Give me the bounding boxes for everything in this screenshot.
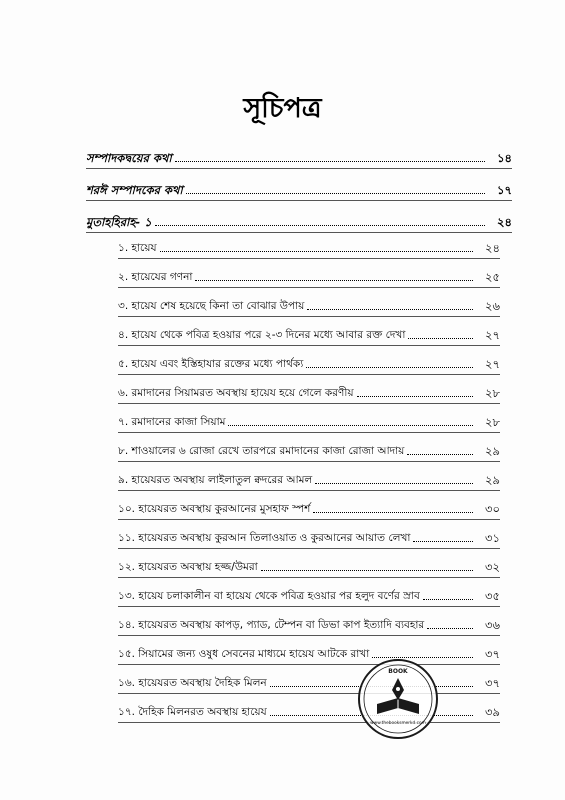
stamp-top-text: BOOK <box>388 668 408 675</box>
item-label: ১৭. দৈহিক মিলনরত অবস্থায় হায়েয <box>118 706 267 718</box>
toc-item-row[interactable] <box>118 262 500 284</box>
row-divider <box>118 548 500 549</box>
row-divider <box>118 316 500 317</box>
item-page-number: ২৯ <box>485 473 500 487</box>
toc-item-row[interactable] <box>118 523 500 545</box>
toc-item-row[interactable] <box>118 610 500 632</box>
toc-section-row[interactable] <box>86 143 512 165</box>
toc-item-row[interactable] <box>118 378 500 400</box>
item-label: ২. হায়েযের গণনা <box>118 271 193 283</box>
dot-leader <box>155 225 485 226</box>
section-label: সম্পাদকদ্বয়ের কথা <box>86 151 172 165</box>
toc-item-row[interactable] <box>118 465 500 487</box>
dot-leader <box>413 541 473 542</box>
stamp-url-text: www.thebooksmerkd.com <box>370 721 426 726</box>
toc-item-row[interactable] <box>118 552 500 574</box>
item-label: ১৩. হায়েয চলাকালীন বা হায়েয থেকে পবিত্র হওয়ার পর হলুদ বর্ণের স্রাব <box>118 590 420 602</box>
row-divider <box>118 403 500 404</box>
section-label: মুতাহহিরাহ- ১ <box>86 215 152 229</box>
item-label: ৭. রমাদানের কাজা সিয়াম <box>118 416 226 428</box>
row-divider <box>118 374 500 375</box>
section-label: শরঈ সম্পাদকের কথা <box>86 183 183 197</box>
item-label: ৮. শাওয়ালের ৬ রোজা রেখে তারপরে রমাদানের কাজা রোজা আদায় <box>118 445 405 457</box>
dot-leader <box>306 367 473 368</box>
toc-item-row[interactable] <box>118 494 500 516</box>
toc-item-row[interactable] <box>118 436 500 458</box>
item-label: ১২. হায়েযরত অবস্থায় হজ্জ/উমরা <box>118 561 258 573</box>
toc-item-row[interactable] <box>118 639 500 661</box>
item-page-number: ৩৯ <box>485 705 500 719</box>
item-page-number: ৩৭ <box>485 647 500 661</box>
item-label: ১০. হায়েযরত অবস্থায় কুরআনের মুসহাফ স্পর্শ <box>118 503 311 515</box>
row-divider <box>118 258 500 259</box>
toc-item-row[interactable] <box>118 349 500 371</box>
item-page-number: ২৫ <box>485 270 500 284</box>
dot-leader <box>186 193 485 194</box>
dot-leader <box>175 161 485 162</box>
item-page-number: ২৮ <box>485 415 500 429</box>
item-label: ৪. হায়েয থেকে পবিত্র হওয়ার পরে ২-৩ দিনের মধ্যে আবার রক্ত দেখা <box>118 329 406 341</box>
row-divider <box>118 287 500 288</box>
row-divider <box>118 577 500 578</box>
item-label: ৬. রমাদানের সিয়ামরত অবস্থায় হায়েয হয়ে গেলে করণীয় <box>118 387 354 399</box>
row-divider <box>118 345 500 346</box>
dot-leader <box>407 454 473 455</box>
row-divider <box>118 519 500 520</box>
page-title: সূচিপত্র <box>243 93 322 124</box>
item-label: ১৫. সিয়ামের জন্য ওষুধ সেবনের মাধ্যমে হায়েয আটকে রাখা <box>118 648 370 660</box>
toc-section-row[interactable] <box>86 207 512 229</box>
section-page-number: ২৪ <box>497 215 512 229</box>
item-label: ১৬. হায়েযরত অবস্থায় দৈহিক মিলন <box>118 677 267 689</box>
row-divider <box>118 432 500 433</box>
toc-section-row[interactable] <box>86 175 512 197</box>
row-divider <box>118 490 500 491</box>
item-label: ৯. হায়েযরত অবস্থায় লাইলাতুল ক্বদরের আমল <box>118 474 313 486</box>
item-label: ১১. হায়েযরত অবস্থায় কুরআন তিলাওয়াত ও কুরআনের আয়াত লেখা <box>118 532 411 544</box>
dot-leader <box>307 309 473 310</box>
item-page-number: ২৮ <box>485 386 500 400</box>
item-label: ৩. হায়েয শেষ হয়েছে কিনা তা বোঝার উপায় <box>118 300 305 312</box>
item-page-number: ২৭ <box>485 357 500 371</box>
dot-leader <box>357 396 473 397</box>
item-page-number: ২৭ <box>485 328 500 342</box>
toc-item-row[interactable] <box>118 407 500 429</box>
item-page-number: ৩২ <box>485 560 500 574</box>
row-divider <box>86 200 512 201</box>
section-page-number: ১৪ <box>497 151 512 165</box>
dot-leader <box>315 483 473 484</box>
toc-item-row[interactable] <box>118 668 500 690</box>
row-divider <box>86 168 512 169</box>
row-divider <box>118 664 500 665</box>
toc-item-row[interactable] <box>118 291 500 313</box>
dot-leader <box>228 425 473 426</box>
watermark-stamp-logo <box>357 658 439 740</box>
row-divider <box>118 461 500 462</box>
dot-leader <box>261 570 473 571</box>
row-divider <box>118 722 500 723</box>
dot-leader <box>408 338 473 339</box>
dot-leader <box>427 628 473 629</box>
item-label: ৫. হায়েয এবং ইস্তিহাযার রক্তের মধ্যে পার্থক্য <box>118 358 304 370</box>
item-label: ১. হায়েয <box>118 242 157 254</box>
item-label: ১৪. হায়েযরত অবস্থায় কাপড়, প্যাড, টেম্পন বা ডিভা কাপ ইত্যাদি ব্যবহার <box>118 619 425 631</box>
dot-leader <box>423 599 473 600</box>
item-page-number: ২৬ <box>485 299 500 313</box>
item-page-number: ৩১ <box>485 531 500 545</box>
dot-leader <box>160 251 473 252</box>
toc-item-row[interactable] <box>118 320 500 342</box>
dot-leader <box>313 512 473 513</box>
row-divider <box>118 693 500 694</box>
item-page-number: ২৯ <box>485 444 500 458</box>
dot-leader <box>195 280 473 281</box>
toc-item-row[interactable] <box>118 581 500 603</box>
section-page-number: ১৭ <box>497 183 512 197</box>
row-divider <box>118 635 500 636</box>
item-page-number: ৩০ <box>485 502 500 516</box>
toc-item-row[interactable] <box>118 697 500 719</box>
item-page-number: ২৪ <box>485 241 500 255</box>
item-page-number: ৩৬ <box>485 618 500 632</box>
toc-item-row[interactable] <box>118 233 500 255</box>
item-page-number: ৩৭ <box>485 676 500 690</box>
item-page-number: ৩৫ <box>485 589 500 603</box>
row-divider <box>118 606 500 607</box>
